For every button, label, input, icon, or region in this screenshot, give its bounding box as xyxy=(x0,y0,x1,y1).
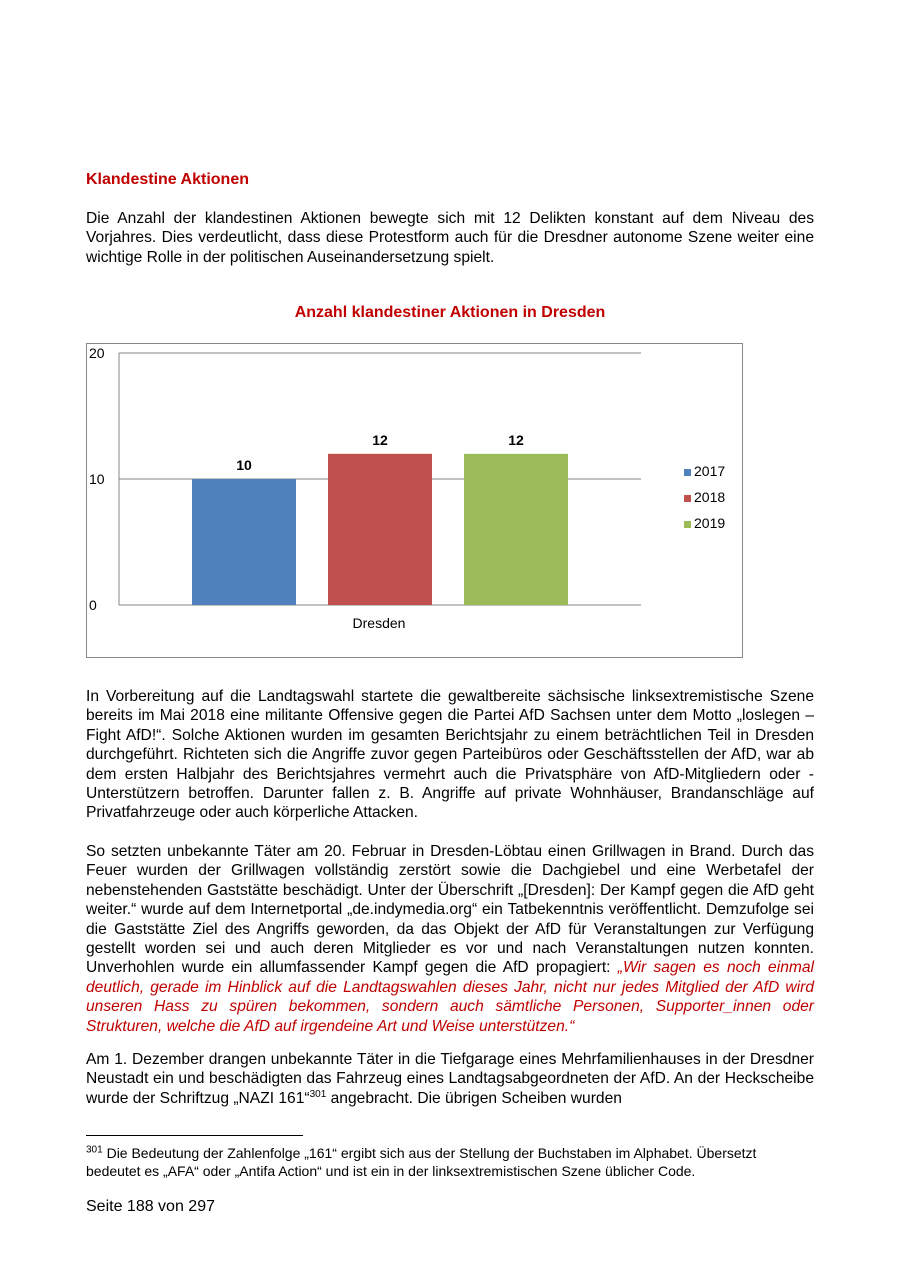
section-heading: Klandestine Aktionen xyxy=(86,171,249,188)
bar-2017 xyxy=(192,479,296,605)
data-label-2017: 10 xyxy=(236,457,252,473)
bar-chart xyxy=(86,343,743,658)
legend-label-2019: 2019 xyxy=(694,515,726,531)
legend-swatch-2019 xyxy=(684,521,691,528)
paragraph-grillwagen xyxy=(86,842,814,1036)
legend-swatch-2017 xyxy=(684,469,691,476)
data-label-2018: 12 xyxy=(372,431,388,448)
intro-paragraph: Die Anzahl der klandestinen Aktionen bewegte sich mit 12 Delikten konstant auf dem Niveau des Vorjahres. Dies verdeutlicht, dass diese Protestform auch für die Dresdner autonome Szene weiter eine wichtige Rolle in der politischen Auseinandersetzung spielt. xyxy=(86,210,814,266)
claim-quote: „Wir sagen es noch einmal deutlich, gerade im Hinblick auf die Landtagswahlen dieses Jahr, nicht nur jedes Mitglied der AfD wird unseren Hass zu spüren bekommen, sondern auch sämtliche Personen, Supporter_innen oder Strukturen, welche die AfD auf irgendeine Art und Weise unterstützen.“ xyxy=(86,959,814,1035)
y-tick-label: 10 xyxy=(89,471,105,487)
paragraph-tiefgarage xyxy=(86,1050,814,1108)
chart-title: Anzahl klandestiner Aktionen in Dresden xyxy=(294,304,606,321)
y-tick-label: 20 xyxy=(89,345,105,361)
legend-swatch-2018 xyxy=(684,495,691,502)
bar-2018 xyxy=(328,454,432,605)
footnote-number: 301 xyxy=(86,1144,103,1156)
legend-label-2018: 2018 xyxy=(694,489,726,505)
paragraph-tiefgarage-text: Am 1. Dezember drangen unbekannte Täter in die Tiefgarage eines Mehrfamilienhauses in der Dresdner Neustadt ein und beschädigten das Fahrzeug eines Landtagsabgeordneten der AfD. An der Heckscheibe wurde der Schriftzug „NAZI 161“ xyxy=(86,1051,814,1107)
legend-label-2017: 2017 xyxy=(694,463,726,479)
page-number: Seite 188 von 297 xyxy=(86,1198,215,1215)
bar-2019 xyxy=(464,454,568,605)
paragraph-tiefgarage-end: angebracht. Die übrigen Scheiben wurden xyxy=(326,1089,622,1107)
paragraph-grillwagen-text: So setzten unbekannte Täter am 20. Februar in Dresden-Löbtau einen Grillwagen in Brand. Durch das Feuer wurden der Grillwagen vollständig zerstört sowie die Dachgiebel und eine Werbetafel der nebenstehenden Gaststätte beschädigt. Unter der Überschrift „[Dresden]: Der Kampf gegen die AfD geht weiter.“ wurde auf dem Internetportal „de.indymedia.org“ ein Tatbekenntnis veröffentlicht. Demzufolge sei die Gaststätte Ziel des Angriffs geworden, da das Objekt der AfD für Veranstaltungen zur Verfügung gestellt worden sei und auch deren Mitglieder es vor und nach Veranstaltungen nutzen konnten. Unverhohlen wurde ein allumfassender Kampf gegen die AfD propagiert: xyxy=(86,843,814,977)
y-tick-label: 0 xyxy=(89,597,97,613)
footnote-divider xyxy=(86,1135,303,1136)
paragraph-offensive: In Vorbereitung auf die Landtagswahl startete die gewaltbereite sächsische linksextremistische Szene bereits im Mai 2018 eine militante Offensive gegen die Partei AfD Sachsen unter dem Motto „loslegen – Fight AfD!“. Solche Aktionen wurden im gesamten Berichtsjahr zu einem beträchtlichen Teil in Dresden durchgeführt. Richteten sich die Angriffe zuvor gegen Parteibüros oder Geschäftsstellen der AfD, war ab dem ersten Halbjahr des Berichtsjahres vermehrt auch die Privatsphäre von AfD-Mitgliedern oder -Unterstützern betroffen. Darunter fallen z. B. Angriffe auf private Wohnhäuser, Brandanschläge auf Privatfahrzeuge oder auch körperliche Attacken. xyxy=(86,688,814,822)
footnote-text: Die Bedeutung der Zahlenfolge „161“ ergibt sich aus der Stellung der Buchstaben im Alphabet. Übersetzt bedeutet es „AFA“ oder „Antifa Action“ und ist ein in der linksextremistischen Szene üblicher Code. xyxy=(86,1145,757,1179)
data-label-2019: 12 xyxy=(508,431,524,448)
x-category-label: Dresden xyxy=(352,615,406,631)
footnote-reference[interactable]: 301 xyxy=(309,1088,327,1100)
footnote xyxy=(86,1144,814,1180)
